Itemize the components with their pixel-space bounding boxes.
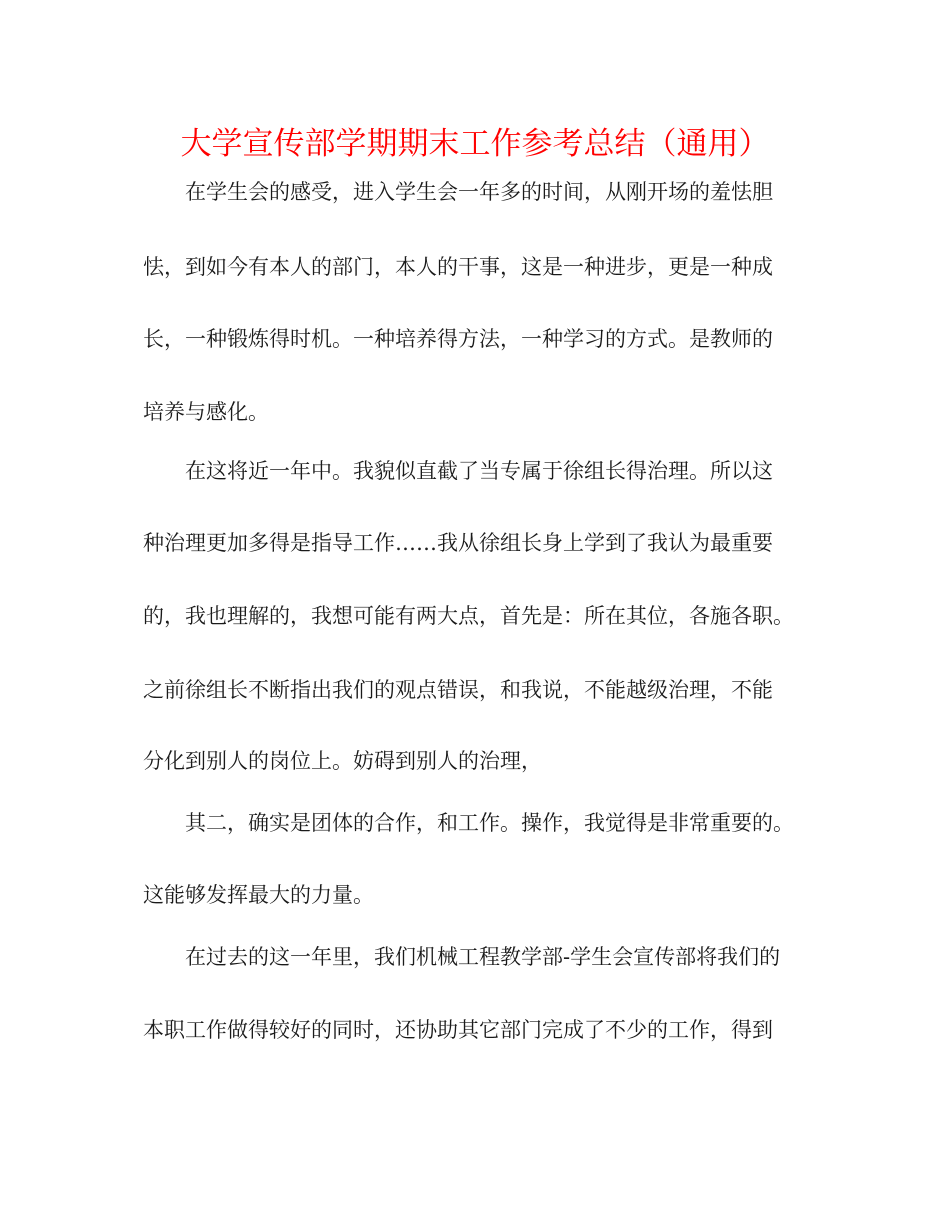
- paragraph-line: 在学生会的感受，进入学生会一年多的时间，从刚开场的羞怯胆: [185, 180, 773, 204]
- paragraph-line: 其二，确实是团体的合作，和工作。操作，我觉得是非常重要的。: [185, 811, 794, 835]
- document-title: 大学宣传部学期期末工作参考总结（通用）: [180, 126, 770, 162]
- paragraph-line: 在这将近一年中。我貌似直截了当专属于徐组长得治理。所以这: [185, 459, 773, 483]
- paragraph-line: 培养与感化。: [143, 400, 269, 424]
- paragraph-line: 长，一种锻炼得时机。一种培养得方法，一种学习的方式。是教师的: [143, 327, 773, 351]
- paragraph-line: 怯，到如今有本人的部门，本人的干事，这是一种进步，更是一种成: [143, 255, 773, 279]
- paragraph-line: 种治理更加多得是指导工作……我从徐组长身上学到了我认为最重要: [143, 531, 773, 555]
- paragraph-line: 这能够发挥最大的力量。: [143, 883, 374, 907]
- paragraph-line: 的，我也理解的，我想可能有两大点，首先是：所在其位，各施各职。: [143, 604, 794, 628]
- paragraph-line: 分化到别人的岗位上。妨碍到别人的治理，: [143, 749, 542, 773]
- paragraph-line: 本职工作做得较好的同时，还协助其它部门完成了不少的工作，得到: [143, 1018, 773, 1042]
- paragraph-line: 之前徐组长不断指出我们的观点错误，和我说，不能越级治理，不能: [143, 678, 773, 702]
- paragraph-line: 在过去的这一年里，我们机械工程教学部-学生会宣传部将我们的: [185, 945, 781, 969]
